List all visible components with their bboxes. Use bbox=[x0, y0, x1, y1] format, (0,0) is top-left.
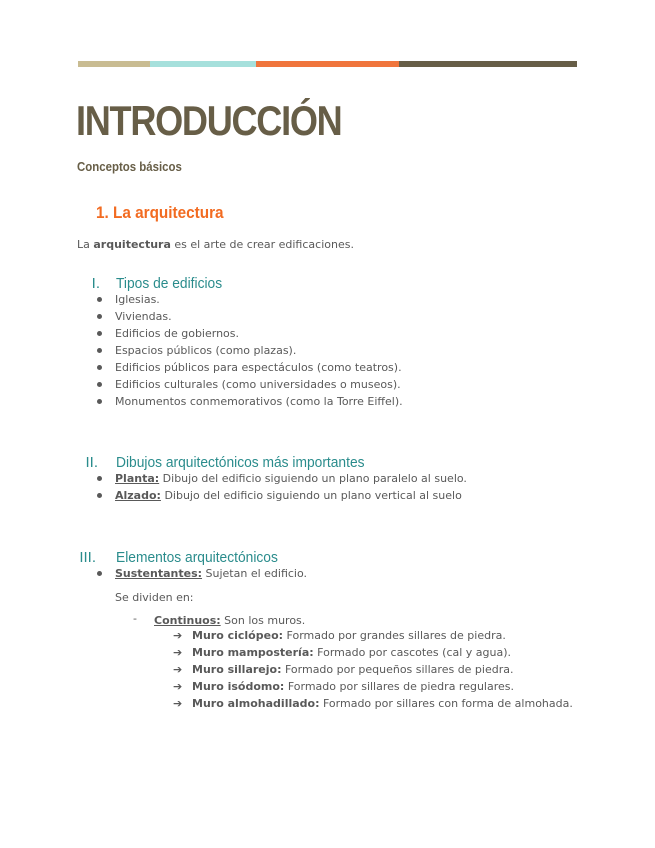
subheading-number: III. bbox=[79, 549, 96, 566]
bullet-icon bbox=[97, 382, 102, 387]
list-item bbox=[95, 326, 403, 343]
term-label: Muro almohadillado: bbox=[192, 697, 320, 710]
term-label: Muro sillarejo: bbox=[192, 663, 282, 676]
arrow-right-icon: ➔ bbox=[173, 629, 183, 642]
list-item bbox=[95, 471, 467, 488]
dash-marker: - bbox=[133, 612, 137, 625]
list-item bbox=[95, 488, 467, 505]
building-types-list bbox=[95, 292, 403, 411]
intro-post: es el arte de crear edificaciones. bbox=[170, 238, 354, 251]
bar-segment-teal bbox=[150, 61, 256, 67]
term-label: Muro mampostería: bbox=[192, 646, 314, 659]
list-item bbox=[95, 360, 403, 377]
bar-segment-orange bbox=[256, 61, 399, 67]
elements-list bbox=[95, 566, 307, 583]
intro-paragraph bbox=[77, 237, 354, 252]
list-item bbox=[173, 696, 573, 713]
term-label: Sustentantes: bbox=[115, 567, 203, 580]
term-label: Alzado: bbox=[115, 489, 161, 502]
wall-types-list bbox=[173, 628, 573, 713]
list-item-text: Espacios públicos (como plazas). bbox=[115, 344, 297, 357]
bullet-icon bbox=[97, 348, 102, 353]
list-item-text: Edificios de gobiernos. bbox=[115, 327, 240, 340]
list-item bbox=[95, 309, 403, 326]
bullet-icon bbox=[97, 493, 102, 498]
subheading-number: I. bbox=[91, 275, 100, 292]
term-text: Dibujo del edificio siguiendo un plano paralelo al suelo. bbox=[159, 472, 467, 485]
list-item bbox=[95, 566, 307, 583]
term-text: Formado por pequeños sillares de piedra. bbox=[281, 663, 514, 676]
list-item bbox=[173, 628, 573, 645]
se-dividen-text: Se dividen en: bbox=[115, 591, 194, 604]
list-item bbox=[173, 645, 573, 662]
drawings-list bbox=[95, 471, 467, 505]
term-label: Planta: bbox=[115, 472, 160, 485]
bullet-icon bbox=[97, 297, 102, 302]
list-item-text: Monumentos conmemorativos (como la Torre Eiffel). bbox=[115, 395, 403, 408]
continuos-line bbox=[154, 613, 305, 628]
term-text: Formado por cascotes (cal y agua). bbox=[313, 646, 512, 659]
bullet-icon bbox=[97, 571, 102, 576]
list-item bbox=[95, 394, 403, 411]
subheading-text: Tipos de edificios bbox=[116, 275, 223, 292]
term-label: Muro ciclópeo: bbox=[192, 629, 284, 642]
arrow-right-icon: ➔ bbox=[173, 646, 183, 659]
list-item-text: Edificios públicos para espectáculos (como teatros). bbox=[115, 361, 402, 374]
intro-pre: La bbox=[77, 238, 94, 251]
bar-segment-brown bbox=[399, 61, 577, 67]
term-label: Muro isódomo: bbox=[192, 680, 285, 693]
list-item bbox=[95, 292, 403, 309]
term-text: Formado por sillares con forma de almohada. bbox=[319, 697, 573, 710]
term-text: Dibujo del edificio siguiendo un plano vertical al suelo bbox=[160, 489, 462, 502]
arrow-right-icon: ➔ bbox=[173, 697, 183, 710]
arrow-right-icon: ➔ bbox=[173, 663, 183, 676]
subheading-text: Elementos arquitectónicos bbox=[116, 549, 278, 566]
bullet-icon bbox=[97, 331, 102, 336]
list-item bbox=[173, 662, 573, 679]
section-heading-arquitectura: 1. La arquitectura bbox=[96, 203, 224, 222]
term-text: Formado por grandes sillares de piedra. bbox=[283, 629, 506, 642]
term-text: Son los muros. bbox=[220, 614, 306, 627]
list-item bbox=[173, 679, 573, 696]
list-item-text: Edificios culturales (como universidades o museos). bbox=[115, 378, 401, 391]
bullet-icon bbox=[97, 314, 102, 319]
arrow-right-icon: ➔ bbox=[173, 680, 183, 693]
bullet-icon bbox=[97, 476, 102, 481]
subheading-number: II. bbox=[85, 454, 98, 471]
list-item-text: Iglesias. bbox=[115, 293, 160, 306]
list-item-text: Viviendas. bbox=[115, 310, 172, 323]
bullet-icon bbox=[97, 365, 102, 370]
bar-segment-beige bbox=[78, 61, 150, 67]
term-label: Continuos: bbox=[154, 614, 221, 627]
document-title: INTRODUCCIÓN bbox=[76, 97, 342, 144]
decorative-color-bar bbox=[78, 61, 577, 67]
intro-bold: arquitectura bbox=[93, 238, 171, 251]
subheading-text: Dibujos arquitectónicos más importantes bbox=[116, 454, 365, 471]
term-text: Sujetan el edificio. bbox=[202, 567, 308, 580]
list-item bbox=[95, 343, 403, 360]
bullet-icon bbox=[97, 399, 102, 404]
document-subtitle: Conceptos básicos bbox=[77, 159, 182, 174]
list-item bbox=[95, 377, 403, 394]
term-text: Formado por sillares de piedra regulares. bbox=[284, 680, 515, 693]
